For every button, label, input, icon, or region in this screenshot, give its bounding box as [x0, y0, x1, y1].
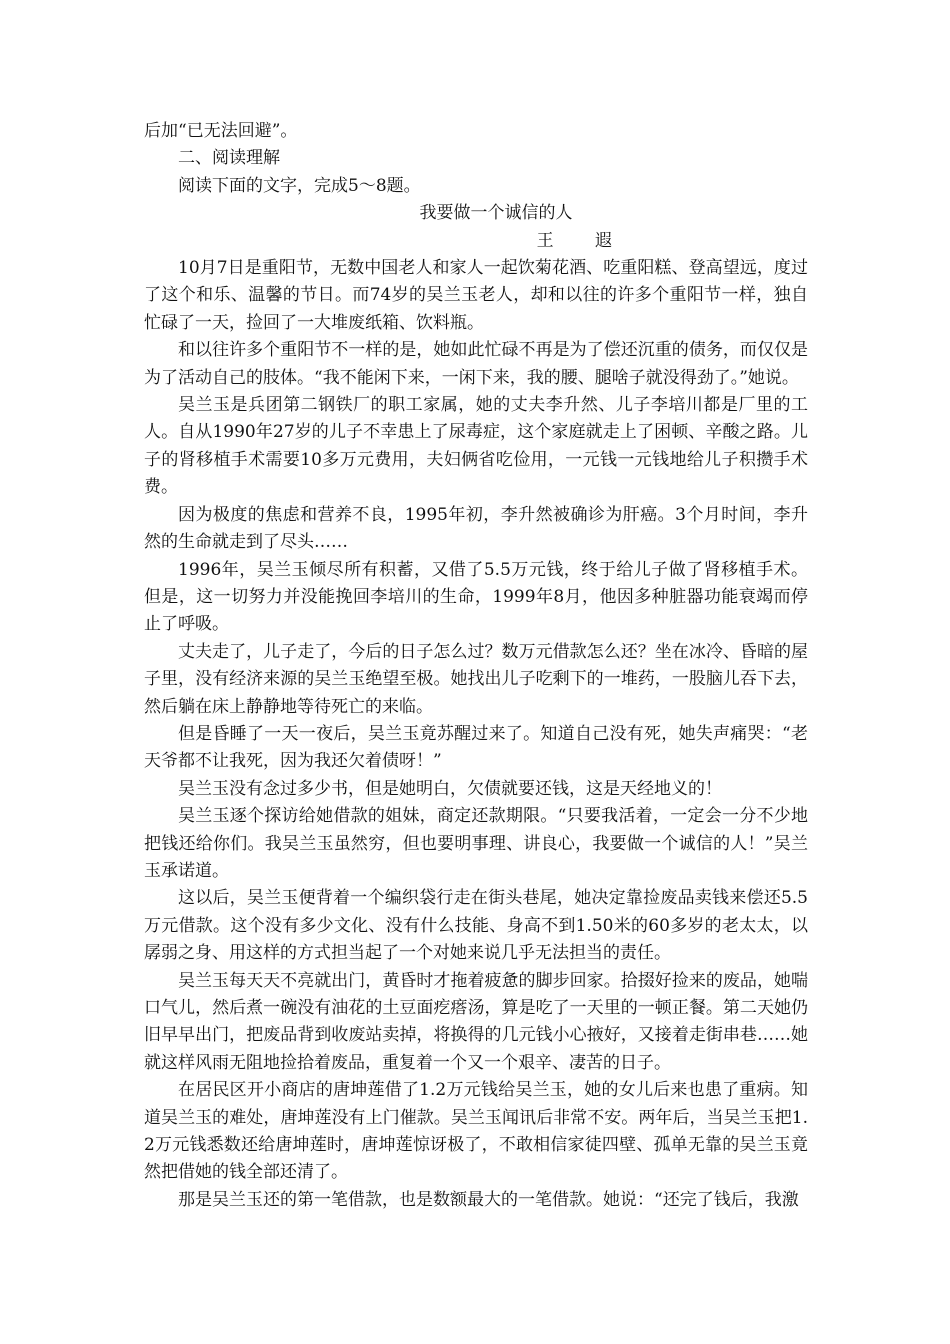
section-heading: 二、阅读理解: [178, 148, 280, 169]
article-paragraph: 因为极度的焦虑和营养不良，1995年初，李升然被确诊为肝癌。3个月时间，李升然的生命就走到了尽头……: [144, 504, 808, 553]
article-author: 王 遐: [536, 230, 630, 251]
article-paragraph: 10月7日是重阳节，无数中国老人和家人一起饮菊花酒、吃重阳糕、登高望远，度过了这个和乐、温馨的节日。而74岁的吴兰玉老人，却和以往的许多个重阳节一样，独自忙碌了一天，捡回了一大堆废纸箱、饮料瓶。: [144, 258, 808, 333]
article-paragraph: 和以往许多个重阳节不一样的是，她如此忙碌不再是为了偿还沉重的债务，而仅仅是为了活动自己的肢体。“我不能闲下来，一闲下来，我的腰、腿啥子就没得劲了。”她说。: [144, 340, 808, 388]
article-paragraph: 1996年，吴兰玉倾尽所有积蓄，又借了5.5万元钱，终于给儿子做了肾移植手术。但是，这一切努力并没能挽回李培川的生命，1999年8月，他因多种脏器功能衰竭而停止了呼吸。: [144, 559, 808, 635]
reading-instruction: 阅读下面的文字，完成5～8题。: [178, 175, 421, 196]
article-paragraph: 吴兰玉是兵团第二钢铁厂的职工家属，她的丈夫李升然、儿子李培川都是厂里的工人。自从1990年27岁的儿子不幸患上了尿毒症，这个家庭就走上了困顿、辛酸之路。儿子的肾移植手术需要10多万元费用，夫妇俩省吃俭用，一元钱一元钱地给儿子积攒手术费。: [144, 395, 808, 498]
article-paragraph: 这以后，吴兰玉便背着一个编织袋行走在街头巷尾，她决定靠捡废品卖钱来偿还5.5万元借款。这个没有多少文化、没有什么技能、身高不到1.50米的60多岁的老太太，以孱弱之身、用这样的方式担当起了一个对她来说几乎无法担当的责任。: [144, 888, 808, 964]
article-paragraph: 吴兰玉没有念过多少书，但是她明白，欠债就要还钱，这是天经地义的！: [178, 778, 722, 799]
article-paragraph: 在居民区开小商店的唐坤莲借了1.2万元钱给吴兰玉，她的女儿后来也患了重病。知道吴兰玉的难处，唐坤莲没有上门催款。吴兰玉闻讯后非常不安。两年后，当吴兰玉把1.2万元钱悉数还给唐坤莲时，唐坤莲惊讶极了，不敢相信家徒四壁、孤单无靠的吴兰玉竟然把借她的钱全部还清了。: [144, 1080, 808, 1183]
article-paragraph: 但是昏睡了一天一夜后，吴兰玉竟苏醒过来了。知道自己没有死，她失声痛哭：“老天爷都不让我死，因为我还欠着债呀！”: [144, 723, 808, 772]
lead-line: 后加“已无法回避”。: [144, 121, 298, 141]
article-paragraph: 吴兰玉逐个探访给她借款的姐妹，商定还款期限。“只要我活着，一定会一分不少地把钱还给你们。我吴兰玉虽然穷，但也要明事理、讲良心，我要做一个诚信的人！”吴兰玉承诺道。: [144, 806, 808, 881]
article-paragraph: 那是吴兰玉还的第一笔借款，也是数额最大的一笔借款。她说：“还完了钱后，我激: [178, 1189, 799, 1210]
page-content: [144, 118, 808, 1214]
article-paragraph: 吴兰玉每天天不亮就出门，黄昏时才拖着疲惫的脚步回家。拾掇好捡来的废品，她喘口气儿，然后煮一碗没有油花的土豆面疙瘩汤，算是吃了一天里的一顿正餐。第二天她仍旧早早出门，把废品背到收废站卖掉，将换得的几元钱小心掖好，又接着走街串巷……她就这样风雨无阻地捡拾着废品，重复着一个又一个艰辛、凄苦的日子。: [144, 970, 808, 1073]
article-title: 我要做一个诚信的人: [419, 203, 573, 224]
article-paragraph: 丈夫走了，儿子走了，今后的日子怎么过？数万元借款怎么还？坐在冰冷、昏暗的屋子里，没有经济来源的吴兰玉绝望至极。她找出儿子吃剩下的一堆药，一股脑儿吞下去，然后躺在床上静静地等待死亡的来临。: [144, 641, 808, 717]
